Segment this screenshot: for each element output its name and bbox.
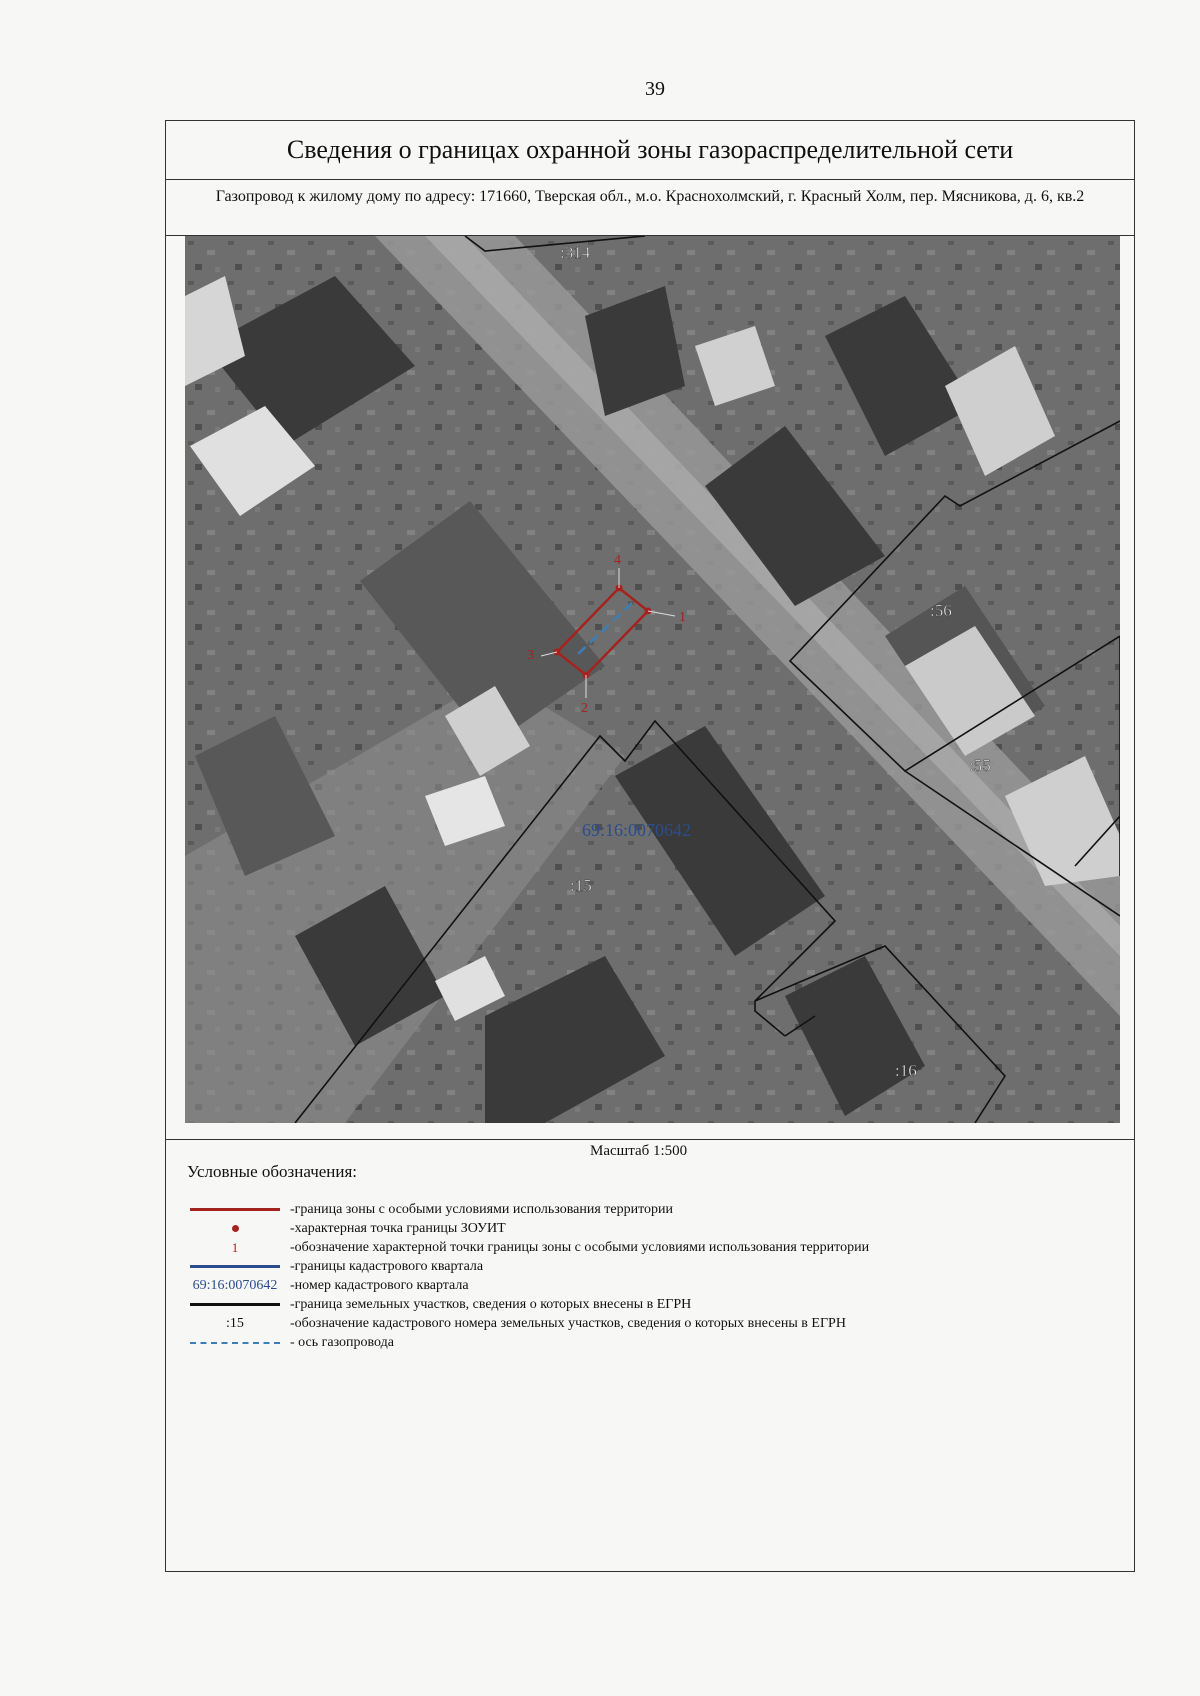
legend-item (180, 1333, 1120, 1352)
legend-text: - ось газопровода (290, 1335, 394, 1350)
aerial-map (185, 236, 1120, 1123)
parcel-label-314: :314 (560, 243, 591, 262)
zone-point-label-2: 2 (581, 701, 588, 716)
legend-text: -обозначение характерной точки границы зоны с особыми условиями использования территории (290, 1240, 870, 1255)
legend-text: -граница земельных участков, сведения о которых внесены в ЕГРН (290, 1297, 692, 1312)
parcel-label-15: :15 (570, 876, 592, 895)
zone-point-label-3: 3 (527, 648, 534, 663)
parcel-number-symbol: :15 (226, 1316, 244, 1331)
legend-text: -границы кадастрового квартала (290, 1259, 484, 1274)
legend-item (180, 1200, 1120, 1219)
red-dot-icon (232, 1225, 239, 1232)
page-number: 39 (645, 78, 665, 100)
blue-line-icon (190, 1265, 280, 1268)
legend-item (180, 1219, 1120, 1238)
address-text: Газопровод к жилому дому по адресу: 171660, Тверская обл., м.о. Краснохолмский, г. Красный Холм, пер. Мясникова, д. 6, кв.2 (165, 180, 1135, 236)
legend-text: -номер кадастрового квартала (290, 1278, 469, 1293)
legend (180, 1200, 1120, 1352)
zone-point-label-4: 4 (614, 553, 621, 568)
legend-item (180, 1238, 1120, 1257)
legend-item (180, 1276, 1120, 1295)
parcel-label-56: :56 (930, 601, 952, 620)
black-line-icon (190, 1303, 280, 1306)
legend-text: -обозначение кадастрового номера земельных участков, сведения о которых внесены в ЕГРН (290, 1316, 846, 1331)
parcel-label-16: :16 (895, 1061, 917, 1080)
scale-label: Масштаб 1:500 (590, 1143, 688, 1159)
point-number-symbol: 1 (231, 1240, 239, 1255)
dashed-line-icon (190, 1342, 280, 1344)
legend-item (180, 1314, 1120, 1333)
legend-title: Условные обозначения: (187, 1162, 358, 1181)
legend-text: -характерная точка границы ЗОУИТ (290, 1221, 506, 1236)
legend-item (180, 1295, 1120, 1314)
zone-point-label-1: 1 (679, 610, 686, 625)
page-title: Сведения о границах охранной зоны газораспределительной сети (165, 120, 1135, 180)
legend-item (180, 1257, 1120, 1276)
cadastral-quarter-label: 69:16:0070642 (582, 820, 692, 840)
cadastral-number-symbol: 69:16:0070642 (192, 1278, 278, 1293)
legend-text: -граница зоны с особыми условиями использования территории (290, 1202, 674, 1217)
parcel-label-55: :55 (969, 756, 991, 775)
red-line-icon (190, 1208, 280, 1211)
